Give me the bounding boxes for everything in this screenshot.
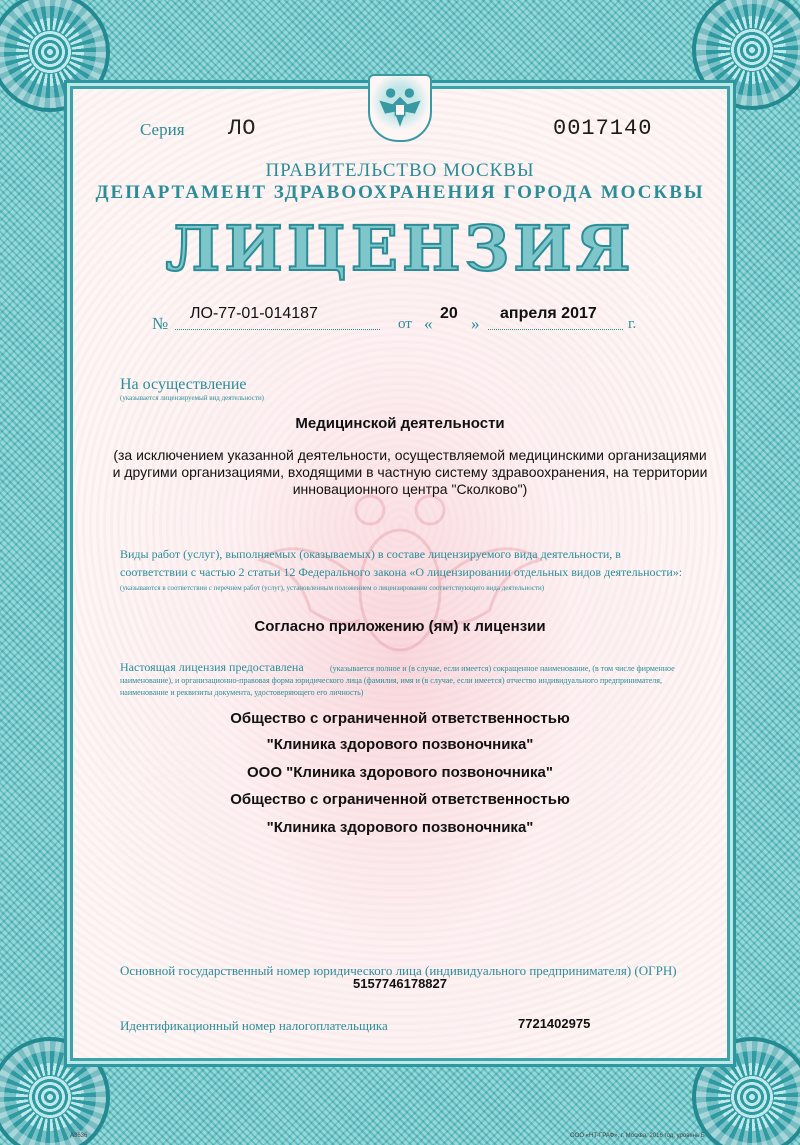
inn-value: 7721402975 [518,1016,591,1031]
government-heading: ПРАВИТЕЛЬСТВО МОСКВЫ [265,160,535,181]
form-number: 0017140 [553,116,653,141]
holder-full-name: Общество с ограниченной ответственностью [230,710,570,727]
activity-exclusion: (за исключением указанной деятельности, осуществляемой медицинскими организациями и другими организациями, входящими в частную систему здравоохранения, на территории инновационного центра "Сколково") [112,447,708,497]
series-value: ЛО [228,116,257,141]
holder-brand-name: Общество с ограниченной ответственностью [230,791,570,808]
ogrn-label: Основной государственный номер юридического лица (индивидуального предпринимателя) (ОГРН) [120,963,677,978]
ogrn-value: 5157746178827 [353,976,447,991]
double-headed-eagle-icon [370,76,430,140]
license-day: 20 [440,305,458,322]
works-value: Согласно приложению (ям) к лицензии [254,618,546,635]
holder-brand-name-quoted: "Клиника здорового позвоночника" [266,819,534,836]
activity-label: На осуществление [120,376,247,393]
number-underline [175,329,380,330]
quote-left: « [424,314,433,333]
date-underline [488,329,623,330]
coat-of-arms-emblem [368,74,432,142]
year-suffix: г. [628,316,637,332]
granted-label: Настоящая лицензия предоставлена [120,660,304,674]
works-hint: (указываются в соответствии с перечнем работ (услуг), установленным положением о лицензировании соответствующего вида деятельности) [120,584,545,592]
granted-hint: (указывается полное и (в случае, если имеется) сокращенное наименование, (в том числе фирменное наименование), и организационно-правовая форма юридического лица (фамилия, имя и (в случае, если имеется) отчество индивидуального предпринимателя, наименование и реквизиты документа, удостоверяющего его личность) [120,664,675,697]
holder-full-name-quoted: "Клиника здорового позвоночника" [266,736,534,753]
print-code: A3636 [70,1133,88,1139]
inn-label: Идентификационный номер налогоплательщика [120,1018,388,1033]
activity-hint: (указывается лицензируемый вид деятельности) [120,394,265,402]
printer-info: ООО «НТ-ГРАФ», г. Москва, 2016 год, уровень Б [570,1133,705,1139]
license-number: ЛО-77-01-014187 [190,305,318,322]
license-month-year: апреля 2017 [500,305,597,322]
holder-short-name: ООО "Клиника здорового позвоночника" [247,764,553,781]
department-heading: ДЕПАРТАМЕНТ ЗДРАВООХРАНЕНИЯ ГОРОДА МОСКВЫ [95,182,705,203]
document-title: ЛИЦЕНЗИЯ [165,212,635,285]
activity-value: Медицинской деятельности [295,415,505,432]
from-label: от [398,316,412,332]
works-label: Виды работ (услуг), выполняемых (оказываемых) в составе лицензируемого вида деятельности, в соответствии с частью 2 статьи 12 Федерального закона «О лицензировании отдельных видов деятельности»: [120,547,683,579]
series-label: Серия [140,120,185,139]
number-sign: № [152,314,169,333]
quote-right: » [471,314,480,333]
